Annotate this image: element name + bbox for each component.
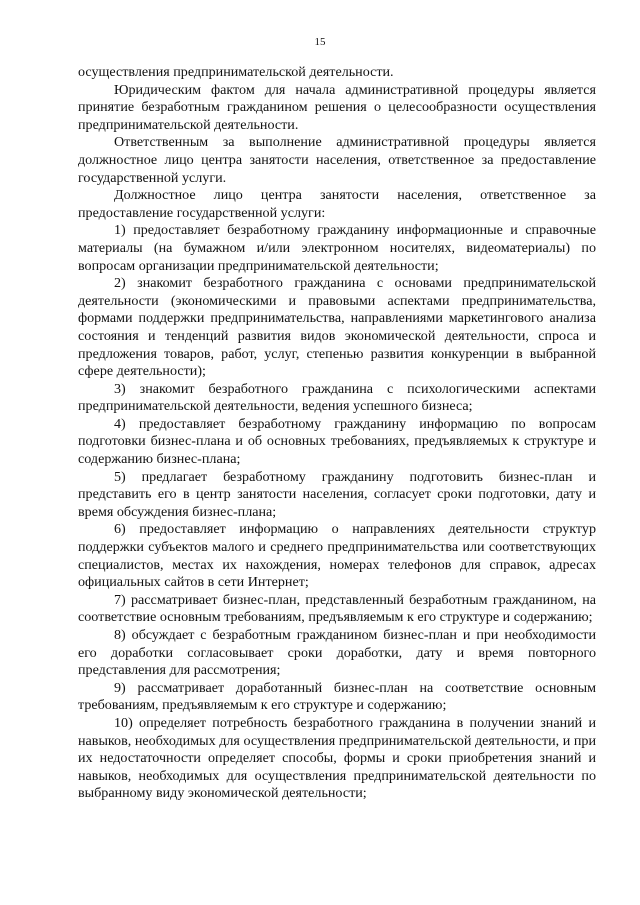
list-item-10: 10) определяет потребность безработного гражданина в получении знаний и навыков, необходимых для осуществления предпринимательской деятельности, и при их недостаточности определяет способы, формы и сроки приобретения знаний и навыков, необходимых для осуществления предпринимательской деятельности по выбранному виду экономической деятельности;: [78, 714, 596, 802]
paragraph-official-intro: Должностное лицо центра занятости населения, ответственное за предоставление государственной услуги:: [78, 187, 596, 221]
list-item-5: 5) предлагает безработному гражданину подготовить бизнес-план и представить его в центр занятости населения, согласует сроки подготовки, дату и время обсуждения бизнес-плана;: [78, 468, 596, 520]
list-item-8: 8) обсуждает с безработным гражданином бизнес-план и при необходимости его доработки согласовывает сроки доработки, дату и время повторного представления для рассмотрения;: [78, 627, 596, 679]
list-item-1: 1) предоставляет безработному гражданину информационные и справочные материалы (на бумажном и/или электронном носителях, видеоматериалы) по вопросам организации предпринимательской деятельности;: [78, 222, 596, 274]
list-item-4: 4) предоставляет безработному гражданину информацию по вопросам подготовки бизнес-плана и об основных требованиях, предъявляемых к структуре и содержанию бизнес-плана;: [78, 415, 596, 468]
paragraph-responsible: Ответственным за выполнение административной процедуры является должностное лицо центра занятости населения, ответственное за предоставление государственной услуги.: [78, 134, 596, 186]
list-item-2: 2) знакомит безработного гражданина с основами предпринимательской деятельности (экономическими и правовыми аспектами предпринимательства, формами поддержки предпринимательства, направлениями маркетингового анализа состояния и тенденций развития видов экономической деятельности, спроса и предложения товаров, работ, услуг, степенью развития конкуренции в выбранной сфере деятельности);: [78, 275, 596, 380]
list-item-7: 7) рассматривает бизнес-план, представленный безработным гражданином, на соответствие основным требованиям, предъявляемым к его структуре и содержанию;: [78, 591, 596, 626]
list-item-6: 6) предоставляет информацию о направлениях деятельности структур поддержки субъектов малого и среднего предпринимательства или соответствующих специалистов, местах их нахождения, номерах телефонов для справок, адресах официальных сайтов в сети Интернет;: [78, 521, 596, 591]
paragraph-legal-fact: Юридическим фактом для начала административной процедуры является принятие безработным гражданином решения о целесообразности осуществления предпринимательской деятельности.: [78, 81, 596, 133]
list-item-9: 9) рассматривает доработанный бизнес-план на соответствие основным требованиям, предъявляемым к его структуре и содержанию;: [78, 679, 596, 714]
document-body: [78, 64, 596, 803]
list-item-3: 3) знакомит безработного гражданина с психологическими аспектами предпринимательской деятельности, ведения успешного бизнеса;: [78, 380, 596, 415]
paragraph-continuation: осуществления предпринимательской деятельности.: [78, 64, 394, 80]
page-number: 15: [314, 36, 326, 48]
